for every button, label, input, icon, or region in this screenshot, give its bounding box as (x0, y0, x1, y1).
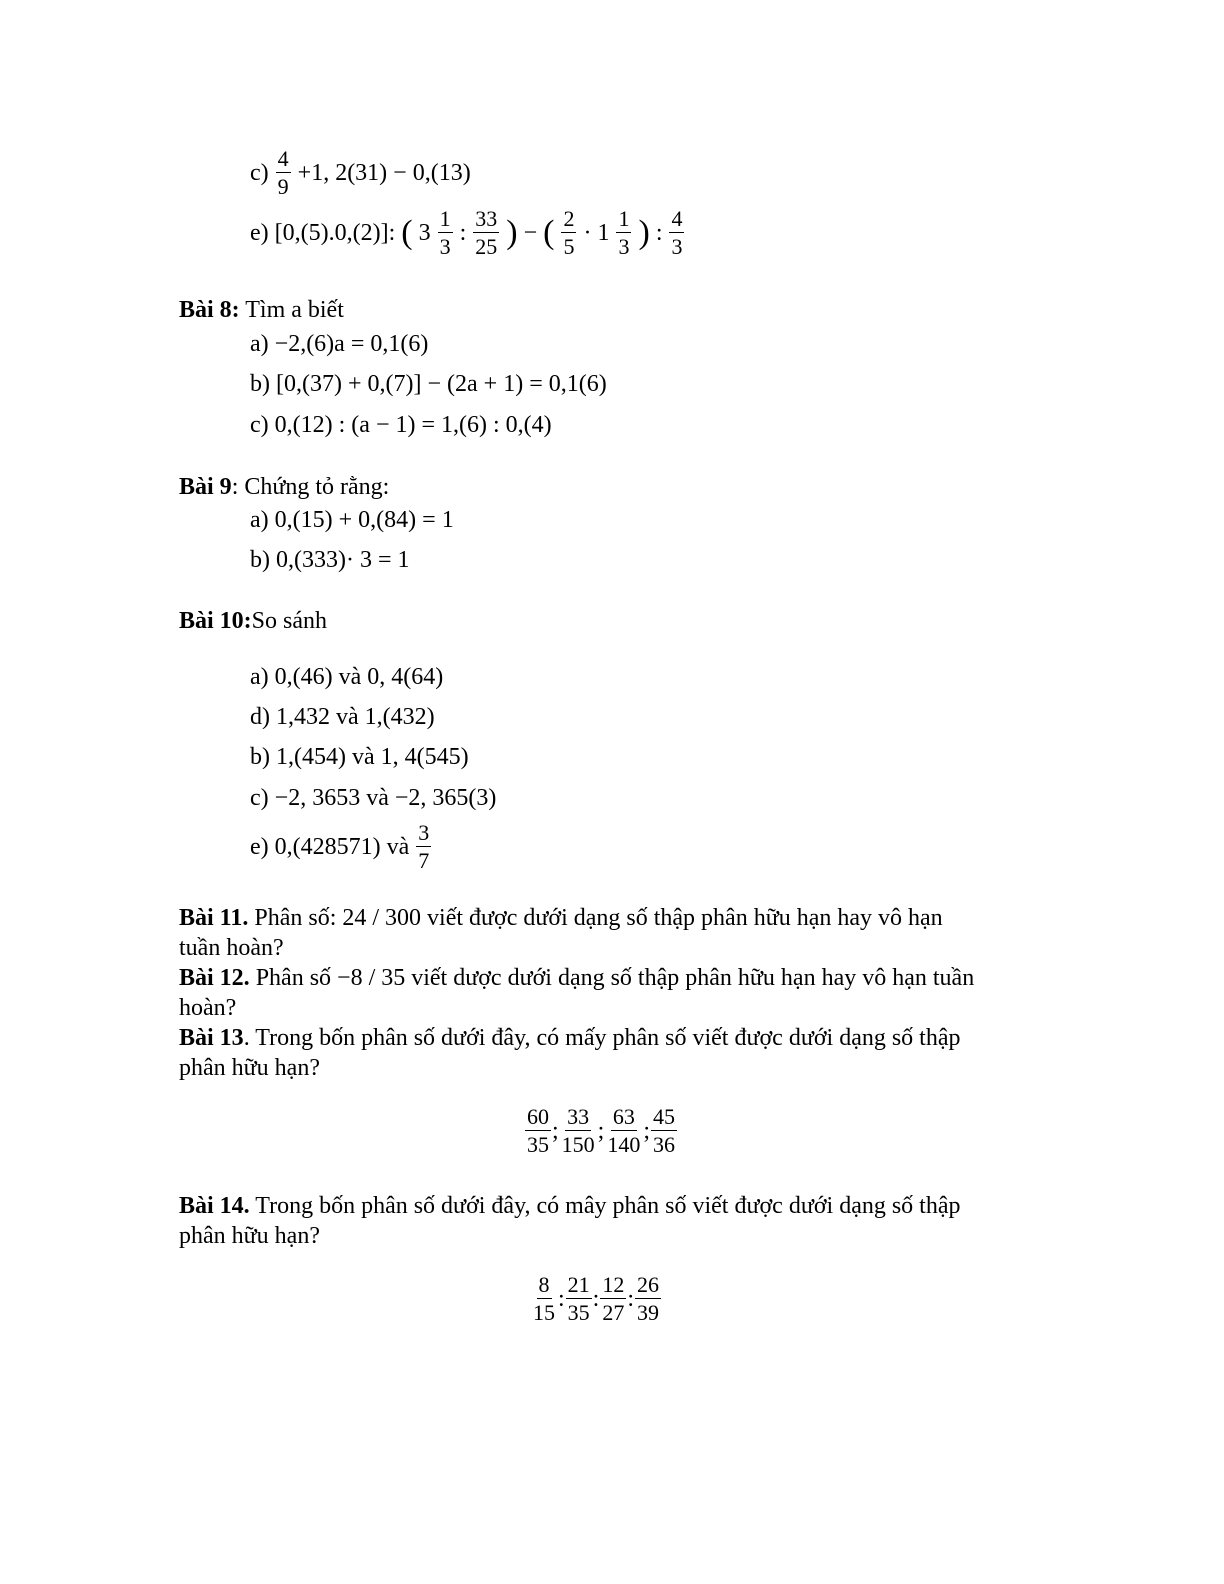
item-expression: −2, 3653 và −2, 365(3) (274, 785, 497, 811)
denominator: 7 (418, 848, 430, 873)
mixed-whole: 1 (597, 220, 610, 246)
exercise-c-row (250, 148, 471, 198)
numerator: 1 (439, 206, 451, 231)
item-label: c) (250, 412, 269, 438)
item-expression: 0,(15) + 0,(84) = 1 (274, 507, 454, 533)
fraction (531, 1274, 557, 1324)
denominator: 3 (618, 234, 630, 259)
list-item (250, 665, 443, 689)
denominator: 15 (533, 1300, 555, 1325)
fraction (276, 148, 291, 198)
item-expression: 0,(428571) và (274, 834, 410, 860)
colon: : (655, 220, 663, 246)
exercise-title: Bài 9 (179, 474, 232, 500)
denominator: 35 (527, 1132, 549, 1157)
numerator: 12 (602, 1272, 625, 1297)
numerator: 60 (527, 1104, 549, 1129)
bai14-fractions (530, 1274, 662, 1324)
fraction (635, 1274, 661, 1324)
numerator: 26 (637, 1272, 660, 1297)
paren-close: ) (638, 214, 650, 251)
item-label: c) (250, 160, 269, 186)
item-label: b) (250, 547, 270, 573)
numerator: 4 (671, 206, 683, 231)
bai11-line1 (179, 906, 943, 930)
colon: : (459, 220, 467, 246)
item-expression: 1,432 và 1,(432) (276, 704, 435, 730)
exercise-text: Tìm a biết (239, 297, 344, 323)
separator: ; (552, 1118, 559, 1144)
denominator: 25 (475, 234, 498, 259)
bai10-heading (179, 609, 327, 633)
denominator: 3 (671, 234, 683, 259)
list-item (250, 508, 454, 532)
exercise-text: Phân số: 24 / 300 viết được dưới dạng số thập phân hữu hạn hay vô hạn (248, 905, 943, 931)
item-label: a) (250, 664, 269, 690)
item-label: b) (250, 371, 270, 397)
item-expression: 0,(12) : (a − 1) = 1,(6) : 0,(4) (274, 412, 552, 438)
bai13-line1 (179, 1026, 961, 1050)
bai8-heading (179, 298, 344, 322)
denominator: 39 (637, 1300, 660, 1325)
fraction (438, 208, 453, 258)
exercise-title: Bài 8: (179, 297, 240, 323)
list-item (250, 822, 432, 872)
separator: ; (597, 1118, 605, 1144)
list-item (250, 745, 469, 769)
paren-close: ) (506, 214, 518, 251)
item-expression: 0,(333)· 3 = 1 (276, 547, 410, 573)
item-label: e) (250, 220, 269, 246)
paren-open: ( (401, 214, 413, 251)
denominator: 140 (607, 1132, 641, 1157)
numerator: 33 (475, 206, 498, 231)
numerator: 8 (538, 1272, 550, 1297)
list-item (250, 548, 410, 572)
exercise-text: . Trong bốn phân số dưới đây, có mấy phân số viết được dưới dạng số thập (243, 1025, 961, 1051)
fraction (616, 208, 631, 258)
numerator: 3 (418, 820, 430, 845)
item-label: b) (250, 744, 270, 770)
item-label: e) (250, 834, 269, 860)
exercise-title: Bài 14. (179, 1193, 250, 1219)
bai14-line1 (179, 1194, 961, 1218)
fraction (605, 1106, 642, 1156)
denominator: 27 (602, 1300, 625, 1325)
item-expression: [0,(37) + 0,(7)] − (2a + 1) = 0,1(6) (276, 371, 607, 397)
fraction (525, 1106, 551, 1156)
denominator: 9 (277, 174, 289, 199)
separator: : (592, 1286, 600, 1312)
fraction (669, 208, 684, 258)
numerator: 4 (277, 146, 289, 171)
list-item (250, 705, 435, 729)
denominator: 3 (439, 234, 451, 259)
bai13-fractions (524, 1106, 678, 1156)
bai9-heading (179, 475, 389, 499)
fraction (566, 1274, 592, 1324)
bai11-line2: tuần hoàn? (179, 935, 284, 961)
minus: − (523, 220, 538, 246)
item-label: a) (250, 331, 269, 357)
denominator: 35 (567, 1300, 590, 1325)
bai13-line2: phân hữu hạn? (179, 1055, 320, 1081)
list-item (250, 786, 496, 810)
item-label: c) (250, 785, 269, 811)
exercise-text: : Chứng tỏ rằng: (231, 474, 390, 500)
bai14-line2: phân hữu hạn? (179, 1223, 320, 1249)
mixed-whole: 3 (418, 220, 431, 246)
list-item (250, 372, 607, 396)
separator: : (558, 1286, 565, 1312)
separator: ; (643, 1118, 651, 1144)
list-item (250, 413, 552, 437)
exercise-title: Bài 10: (179, 608, 252, 634)
expression: +1, 2(31) − 0,(13) (297, 160, 471, 186)
numerator: 33 (567, 1104, 590, 1129)
fraction (651, 1106, 677, 1156)
item-expression: −2,(6)a = 0,1(6) (274, 331, 429, 357)
exercise-text: So sánh (251, 608, 328, 634)
item-label: d) (250, 704, 270, 730)
denominator: 5 (563, 234, 575, 259)
dot: · (583, 220, 592, 246)
exercise-text: Phân số −8 / 35 viết dược dưới dạng số thập phân hữu hạn hay vô hạn tuần (249, 965, 975, 991)
exercise-text: Trong bốn phân số dưới đây, có mây phân số viết được dưới dạng số thập (249, 1193, 961, 1219)
item-label: a) (250, 507, 269, 533)
bai12-line2: hoàn? (179, 995, 237, 1021)
numerator: 21 (567, 1272, 590, 1297)
list-item (250, 332, 428, 356)
exercise-title: Bài 13 (179, 1025, 244, 1051)
exercise-title: Bài 11. (179, 905, 249, 931)
numerator: 63 (612, 1104, 635, 1129)
numerator: 2 (563, 206, 575, 231)
item-expression: 1,(454) và 1, 4(545) (276, 744, 469, 770)
denominator: 36 (653, 1132, 676, 1157)
exercise-title: Bài 12. (179, 965, 250, 991)
exercise-e-row (250, 208, 685, 258)
fraction (473, 208, 499, 258)
fraction (600, 1274, 626, 1324)
separator: : (627, 1286, 635, 1312)
item-expression: 0,(46) và 0, 4(64) (274, 664, 444, 690)
fraction (561, 208, 576, 258)
numerator: 1 (618, 206, 630, 231)
expression-part: [0,(5).0,(2)]: (274, 220, 396, 246)
paren-open: ( (543, 214, 555, 251)
fraction (416, 822, 431, 872)
fraction (560, 1106, 597, 1156)
denominator: 150 (561, 1132, 595, 1157)
bai12-line1 (179, 966, 974, 990)
numerator: 45 (653, 1104, 676, 1129)
